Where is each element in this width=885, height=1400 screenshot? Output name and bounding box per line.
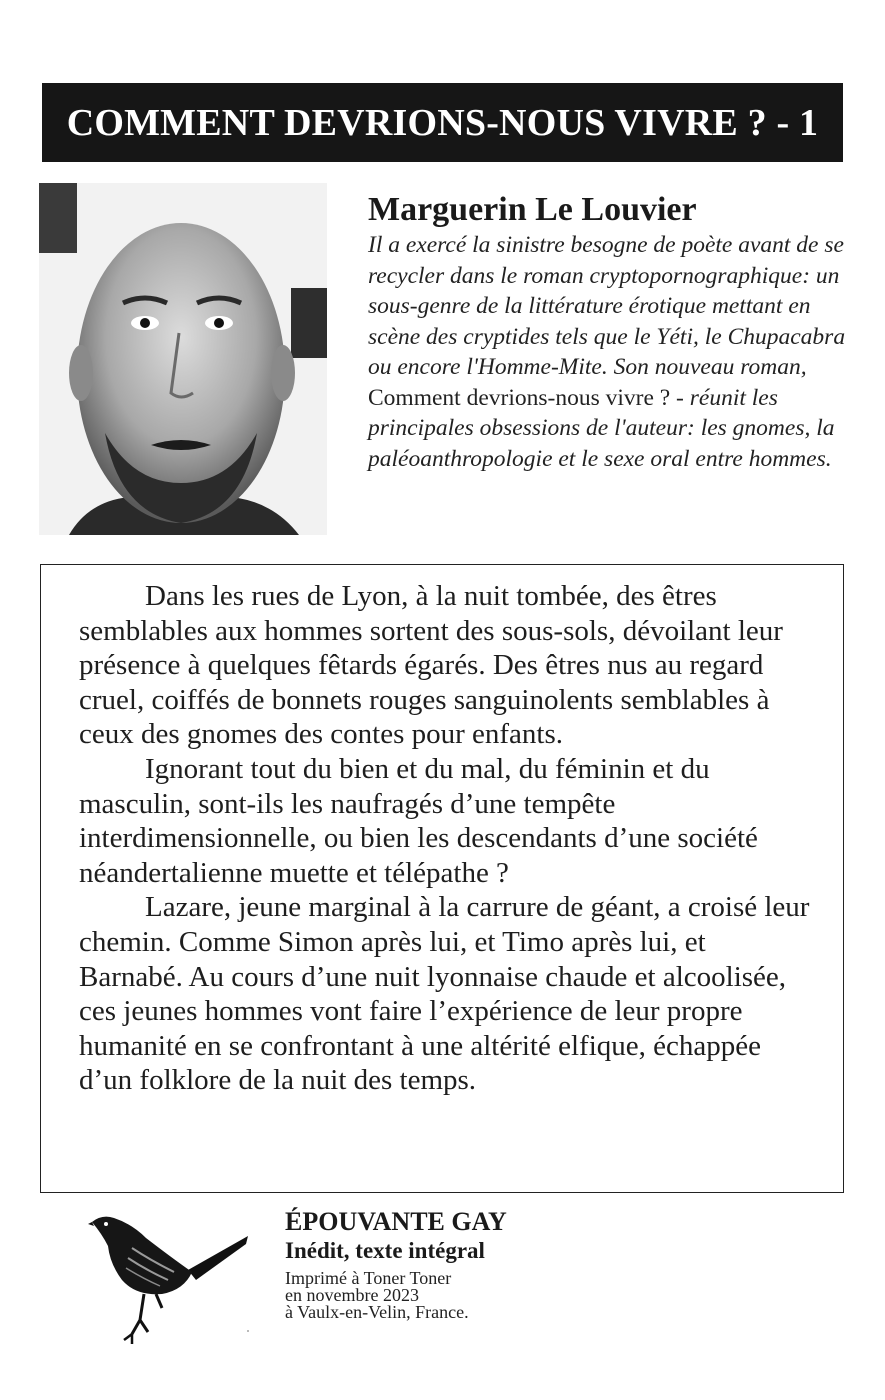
synopsis-paragraph: Ignorant tout du bien et du mal, du féminin et du masculin, sont-ils les naufragés d’une tempête interdimensionnelle, ou bien les descendants d’une société néandertalienne muette et télépathe ? <box>79 752 758 889</box>
publisher-info <box>285 1207 507 1321</box>
print-line: à Vaulx-en-Velin, France. <box>285 1302 469 1322</box>
synopsis-paragraph: Dans les rues de Lyon, à la nuit tombée, des êtres semblables aux hommes sortent des sous-sols, dévoilant leur présence à quelques fêtards égarés. Des êtres nus au regard cruel, coiffés de bonnets rouges sanguinolents semblables à ceux des gnomes des contes pour enfants. <box>79 580 783 751</box>
cover-title: COMMENT DEVRIONS-NOUS VIVRE ? - 1 <box>42 83 843 162</box>
author-photo <box>39 183 327 535</box>
collection-name: ÉPOUVANTE GAY <box>285 1207 507 1236</box>
bird-logo-icon <box>88 1208 250 1346</box>
author-info <box>368 190 848 474</box>
bio-book-title: Comment devrions-nous vivre ? - <box>368 384 684 411</box>
print-line: en novembre 2023 <box>285 1285 419 1305</box>
edition-label: Inédit, texte intégral <box>285 1238 485 1263</box>
synopsis-paragraph: Lazare, jeune marginal à la carrure de géant, a croisé leur chemin. Comme Simon après lui, et Timo après lui, et Barnabé. Au cours d’une nuit lyonnaise chaude et alcoolisée, ces jeunes hommes vont faire l’expérience de leur propre humanité en se confrontant à une altérité elfique, échappée d’un folklore de la nuit des temps. <box>79 891 810 1097</box>
speck <box>247 1330 249 1332</box>
synopsis-box <box>40 564 844 1193</box>
print-info <box>285 1270 507 1321</box>
print-line: Imprimé à Toner Toner <box>285 1268 452 1288</box>
author-name: Marguerin Le Louvier <box>368 191 697 228</box>
bio-text-end: réunit les principales obsessions de l'auteur: les gnomes, la paléoanthropologie et le sexe oral entre hommes. <box>368 384 835 472</box>
author-bio <box>368 230 848 474</box>
bio-text: Il a exercé la sinistre besogne de poète avant de se recycler dans le roman cryptopornographique: un sous-genre de la littérature érotique mettant en scène des cryptides tels que le Yéti, le Chupacabra ou encore l'Homme-Mite. Son nouveau roman, <box>368 232 846 380</box>
